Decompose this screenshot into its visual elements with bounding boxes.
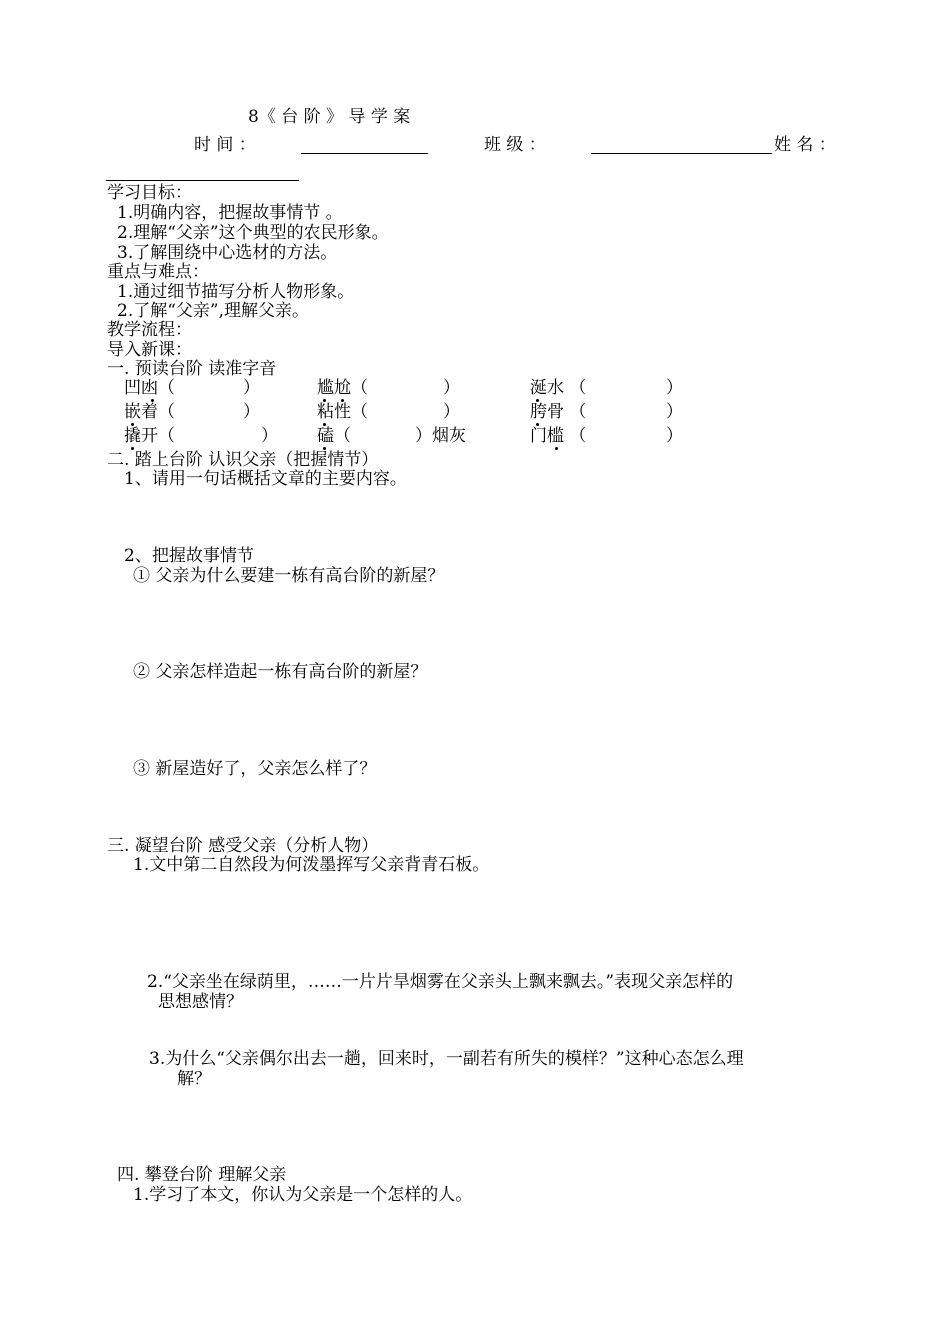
- word-xian-shui: 涎水 （: [530, 378, 587, 398]
- time-label: 时 间 ：: [194, 135, 256, 155]
- word-men-kan: 门槛 （: [530, 426, 587, 446]
- emphasis-dot: [555, 447, 558, 450]
- section2-subquestion: ① 父亲为什么要建一栋有高台阶的新屋？: [133, 566, 445, 586]
- word-yan-hui: ）烟灰: [415, 426, 466, 446]
- name-blank[interactable]: [106, 180, 299, 181]
- section2-subquestion: ② 父亲怎样造起一栋有高台阶的新屋？: [133, 662, 428, 682]
- section3-question: 2.“父亲坐在绿荫里，……一片片旱烟雾在父亲头上飘来飘去。”表现父亲怎样的: [147, 972, 734, 992]
- emphasis-dot: [131, 423, 134, 426]
- page-title: 8《 台 阶 》 导 学 案: [248, 107, 411, 127]
- paren-close: ）: [243, 378, 260, 398]
- word-gan-ga: 尴尬（: [317, 378, 368, 398]
- section3-question: 1.文中第二自然段为何泼墨挥写父亲背青石板。: [133, 855, 490, 875]
- objective-item: 2.理解“父亲”这个典型的农民形象。: [117, 223, 389, 243]
- paren-close: ）: [261, 426, 278, 446]
- objective-item: 3.了解围绕中心选材的方法。: [117, 243, 338, 263]
- name-label: 姓 名 ：: [774, 135, 836, 155]
- objective-item: 1.明确内容，把握故事情节 。: [117, 203, 343, 223]
- section4-heading: 四. 攀登台阶 理解父亲: [117, 1165, 287, 1185]
- class-blank[interactable]: [591, 153, 772, 154]
- section2-heading: 二. 踏上台阶 认识父亲（把握情节）: [107, 450, 379, 470]
- section2-question: 2、把握故事情节: [124, 546, 254, 566]
- word-nian-xing: 粘性（: [317, 402, 368, 422]
- flow-heading: 教学流程：: [107, 320, 192, 340]
- objectives-heading: 学习目标：: [107, 183, 192, 203]
- word-ke: 磕（: [317, 426, 351, 446]
- emphasis-dot: [323, 423, 326, 426]
- class-label: 班 级 ：: [484, 135, 546, 155]
- emphasis-dot: [151, 399, 154, 402]
- paren-close: ）: [666, 402, 683, 422]
- time-blank[interactable]: [301, 153, 428, 154]
- paren-close: ）: [443, 378, 460, 398]
- section3-question: 3.为什么“父亲偶尔出去一趟，回来时，一副若有所失的模样？”这种心态怎么理: [149, 1049, 744, 1069]
- key-point-item: 1.通过细节描写分析人物形象。: [117, 282, 355, 302]
- emphasis-dot: [341, 399, 344, 402]
- emphasis-dot: [536, 423, 539, 426]
- section2-question: 1、请用一句话概括文章的主要内容。: [124, 469, 407, 489]
- section1-heading: 一. 预读台阶 读准字音: [107, 359, 277, 379]
- section3-question-cont: 解？: [177, 1069, 211, 1089]
- section3-heading: 三. 凝望台阶 感受父亲（分析人物）: [107, 836, 379, 856]
- paren-close: ）: [243, 402, 260, 422]
- key-point-item: 2.了解“父亲”,理解父亲。: [117, 301, 310, 321]
- word-qiao-kai: 撬开（: [124, 426, 175, 446]
- paren-close: ）: [443, 402, 460, 422]
- section3-question-cont: 思想感情？: [158, 992, 243, 1012]
- paren-close: ）: [666, 378, 683, 398]
- word-ao-dang: 凹凼（: [124, 378, 175, 398]
- paren-close: ）: [666, 426, 683, 446]
- section2-subquestion: ③ 新屋造好了，父亲怎么样了？: [133, 759, 377, 779]
- emphasis-dot: [536, 399, 539, 402]
- section4-question: 1.学习了本文，你认为父亲是一个怎样的人。: [133, 1185, 473, 1205]
- word-qian-zhe: 嵌着（: [124, 402, 175, 422]
- word-kua-gu: 胯骨 （: [530, 402, 587, 422]
- intro-heading: 导入新课：: [107, 340, 192, 360]
- key-points-heading: 重点与难点：: [107, 262, 209, 282]
- emphasis-dot: [323, 399, 326, 402]
